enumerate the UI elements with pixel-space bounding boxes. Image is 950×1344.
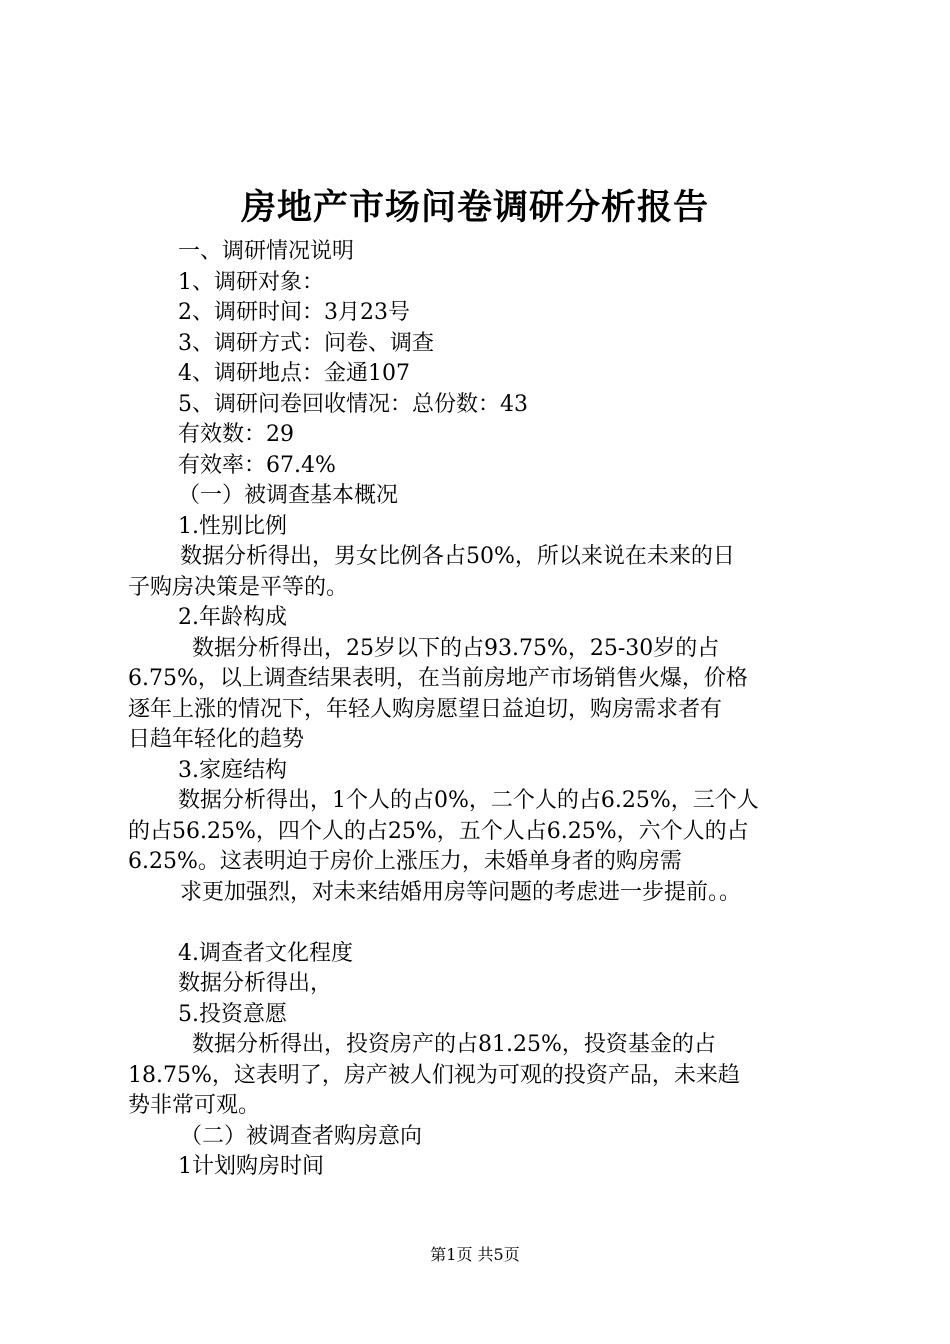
- page-footer: 第1页 共5页: [430, 1245, 520, 1264]
- document-body: [128, 237, 830, 1183]
- investment-paragraph-line: 18.75%，这表明了，房产被人们视为可观的投资产品，未来趋: [128, 1062, 740, 1088]
- gender-paragraph-line: 数据分析得出，男女比例各占50%，所以来说在未来的日: [180, 544, 735, 569]
- intent-heading: （二）被调查者购房意向: [180, 1123, 423, 1149]
- survey-recovery: 5、调研问卷回收情况：总份数：43: [178, 391, 528, 417]
- gender-paragraph-line: 子购房决策是平等的。: [128, 574, 349, 600]
- gender-heading: 1.性别比例: [178, 513, 287, 539]
- valid-count: 有效数：29: [178, 422, 294, 447]
- age-paragraph-line: 日趋年轻化的趋势: [128, 727, 305, 752]
- family-heading: 3.家庭结构: [178, 757, 287, 783]
- investment-paragraph-line: 数据分析得出，投资房产的占81.25%，投资基金的占: [192, 1032, 716, 1057]
- valid-rate: 有效率：67.4%: [178, 452, 336, 478]
- family-paragraph-line: 数据分析得出，1个人的占0%，二个人的占6.25%，三个人: [178, 788, 759, 813]
- family-paragraph-line: 的占56.25%，四个人的占25%，五个人占6.25%，六个人的占: [128, 818, 749, 844]
- survey-time: 2、调研时间：3月23号: [178, 300, 410, 325]
- survey-location: 4、调研地点：金通107: [178, 361, 410, 386]
- investment-heading: 5.投资意愿: [178, 1001, 287, 1027]
- education-heading: 4.调查者文化程度: [178, 940, 353, 966]
- subsection-heading: （一）被调查基本概况: [178, 483, 399, 508]
- age-paragraph-line: 6.75%，以上调查结果表明，在当前房地产市场销售火爆，价格: [128, 666, 748, 691]
- age-paragraph-line: 逐年上涨的情况下，年轻人购房愿望日益迫切，购房需求者有: [128, 696, 723, 722]
- age-paragraph-line: 数据分析得出，25岁以下的占93.75%，25-30岁的占: [192, 635, 720, 661]
- section-heading: 一、调研情况说明: [178, 239, 355, 264]
- age-heading: 2.年龄构成: [178, 605, 287, 630]
- family-paragraph-line: 求更加强烈，对未来结婚用房等问题的考虑进一步提前。。: [180, 879, 742, 905]
- survey-object: 1、调研对象：: [178, 269, 324, 295]
- document-title: 房地产市场问卷调研分析报告: [240, 187, 709, 228]
- survey-method: 3、调研方式：问卷、调查: [178, 330, 434, 356]
- blank-line: [128, 908, 830, 939]
- purchase-time-heading: 1计划购房时间: [178, 1154, 324, 1179]
- education-paragraph: 数据分析得出，: [178, 971, 333, 996]
- family-paragraph-line: 6.25%。这表明迫于房价上涨压力，未婚单身者的购房需: [128, 849, 682, 874]
- investment-paragraph-line: 势非常可观。: [128, 1093, 261, 1118]
